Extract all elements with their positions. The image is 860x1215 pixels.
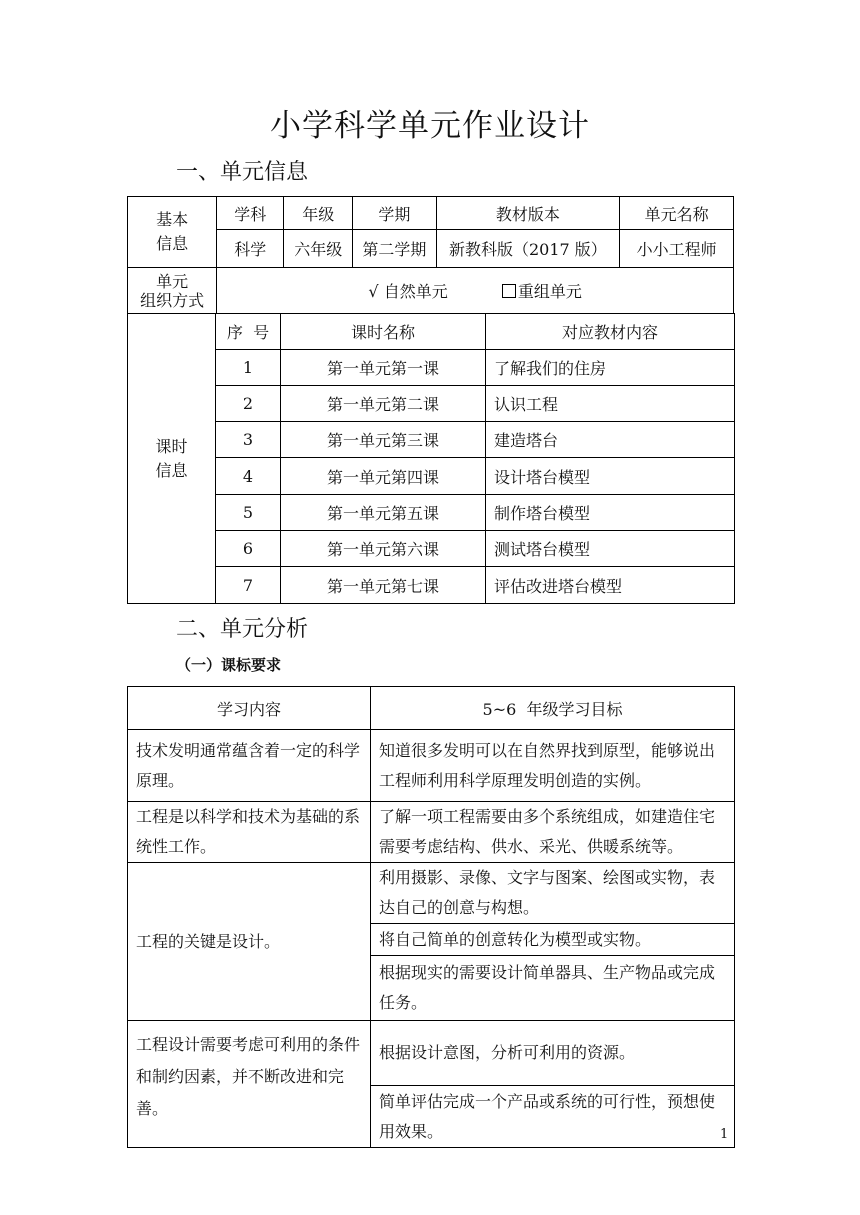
learning-content-cell: 工程是以科学和技术为基础的系统性工作。 <box>128 802 371 863</box>
header-learning-content: 学习内容 <box>128 687 371 730</box>
header-lesson-content: 对应教材内容 <box>486 314 735 350</box>
lesson-info-label-line1: 课时 <box>155 436 188 456</box>
lesson-no: 7 <box>216 567 281 604</box>
checkbox-icon <box>502 284 516 298</box>
header-lesson-no: 序 号 <box>216 314 281 350</box>
table-row <box>128 802 735 863</box>
subsection-heading-standards: （一）课标要求 <box>176 656 282 674</box>
lesson-content: 测试塔台模型 <box>486 531 735 567</box>
table-row <box>128 863 735 924</box>
natural-unit-option: √ 自然单元 <box>368 282 448 301</box>
lesson-row <box>128 531 735 567</box>
lesson-info-label-line2: 信息 <box>155 460 188 480</box>
learning-content-cell: 工程设计需要考虑可利用的条件和制约因素，并不断改进和完善。 <box>128 1021 371 1148</box>
lesson-name: 第一单元第二课 <box>281 386 486 422</box>
lesson-info-label <box>128 314 216 604</box>
learning-goal-cell: 根据现实的需要设计简单器具、生产物品或完成任务。 <box>371 956 735 1021</box>
basic-info-label <box>128 197 217 268</box>
basic-info-label-line2: 信息 <box>156 234 189 253</box>
learning-goal-cell: 利用摄影、录像、文字与图案、绘图或实物，表达自己的创意与构想。 <box>371 863 735 924</box>
header-textbook: 教材版本 <box>436 197 620 230</box>
header-term: 学期 <box>353 197 436 230</box>
header-grade: 年级 <box>284 197 353 230</box>
lesson-content: 评估改进塔台模型 <box>486 567 735 604</box>
learning-goal-cell: 知道很多发明可以在自然界找到原型，能够说出工程师利用科学原理发明创造的实例。 <box>371 730 735 802</box>
org-label <box>128 268 217 314</box>
header-learning-goals: 5~6 年级学习目标 <box>371 687 735 730</box>
org-options <box>217 268 734 314</box>
lesson-name: 第一单元第六课 <box>281 531 486 567</box>
value-subject: 科学 <box>217 230 284 268</box>
lesson-row <box>128 458 735 495</box>
lesson-name: 第一单元第四课 <box>281 458 486 495</box>
header-lesson-name: 课时名称 <box>281 314 486 350</box>
lesson-content: 建造塔台 <box>486 422 735 458</box>
lesson-row <box>128 567 735 604</box>
standards-table <box>127 686 735 1148</box>
value-unit-name: 小小工程师 <box>620 230 734 268</box>
value-textbook: 新教科版（2017 版） <box>436 230 620 268</box>
learning-content-cell: 技术发明通常蕴含着一定的科学原理。 <box>128 730 371 802</box>
value-grade: 六年级 <box>284 230 353 268</box>
lesson-name: 第一单元第一课 <box>281 350 486 386</box>
table-row <box>128 730 735 802</box>
lesson-row <box>128 350 735 386</box>
lesson-no: 4 <box>216 458 281 495</box>
learning-content-cell: 工程的关键是设计。 <box>128 863 371 1021</box>
section-heading-unit-analysis: 二、单元分析 <box>176 617 309 642</box>
page-title: 小学科学单元作业设计 <box>270 108 590 144</box>
header-unit-name: 单元名称 <box>620 197 734 230</box>
lesson-no: 6 <box>216 531 281 567</box>
lesson-row <box>128 422 735 458</box>
lesson-content: 了解我们的住房 <box>486 350 735 386</box>
lesson-content: 制作塔台模型 <box>486 495 735 531</box>
lesson-row <box>128 495 735 531</box>
learning-goal-cell: 了解一项工程需要由多个系统组成，如建造住宅需要考虑结构、供水、采光、供暖系统等。 <box>371 802 735 863</box>
learning-goal-cell: 根据设计意图，分析可利用的资源。 <box>371 1021 735 1086</box>
lesson-content: 认识工程 <box>486 386 735 422</box>
lesson-no: 5 <box>216 495 281 531</box>
header-subject: 学科 <box>217 197 284 230</box>
lesson-no: 1 <box>216 350 281 386</box>
page-number: 1 <box>720 1127 729 1142</box>
basic-info-label-line1: 基本 <box>156 210 189 229</box>
lesson-row <box>128 386 735 422</box>
org-label-line1: 单元 <box>156 271 189 291</box>
lesson-no: 3 <box>216 422 281 458</box>
value-term: 第二学期 <box>353 230 436 268</box>
lesson-no: 2 <box>216 386 281 422</box>
lesson-name: 第一单元第七课 <box>281 567 486 604</box>
learning-goal-cell: 简单评估完成一个产品或系统的可行性，预想使用效果。 <box>371 1086 735 1148</box>
lesson-info-table <box>127 313 735 604</box>
learning-goal-cell: 将自己简单的创意转化为模型或实物。 <box>371 924 735 956</box>
org-label-line2: 组织方式 <box>140 290 205 310</box>
recombined-unit-option: 重组单元 <box>517 282 582 301</box>
table-row <box>128 1021 735 1086</box>
lesson-content: 设计塔台模型 <box>486 458 735 495</box>
lesson-name: 第一单元第三课 <box>281 422 486 458</box>
unit-info-table <box>127 196 734 314</box>
lesson-name: 第一单元第五课 <box>281 495 486 531</box>
section-heading-unit-info: 一、单元信息 <box>176 160 309 185</box>
